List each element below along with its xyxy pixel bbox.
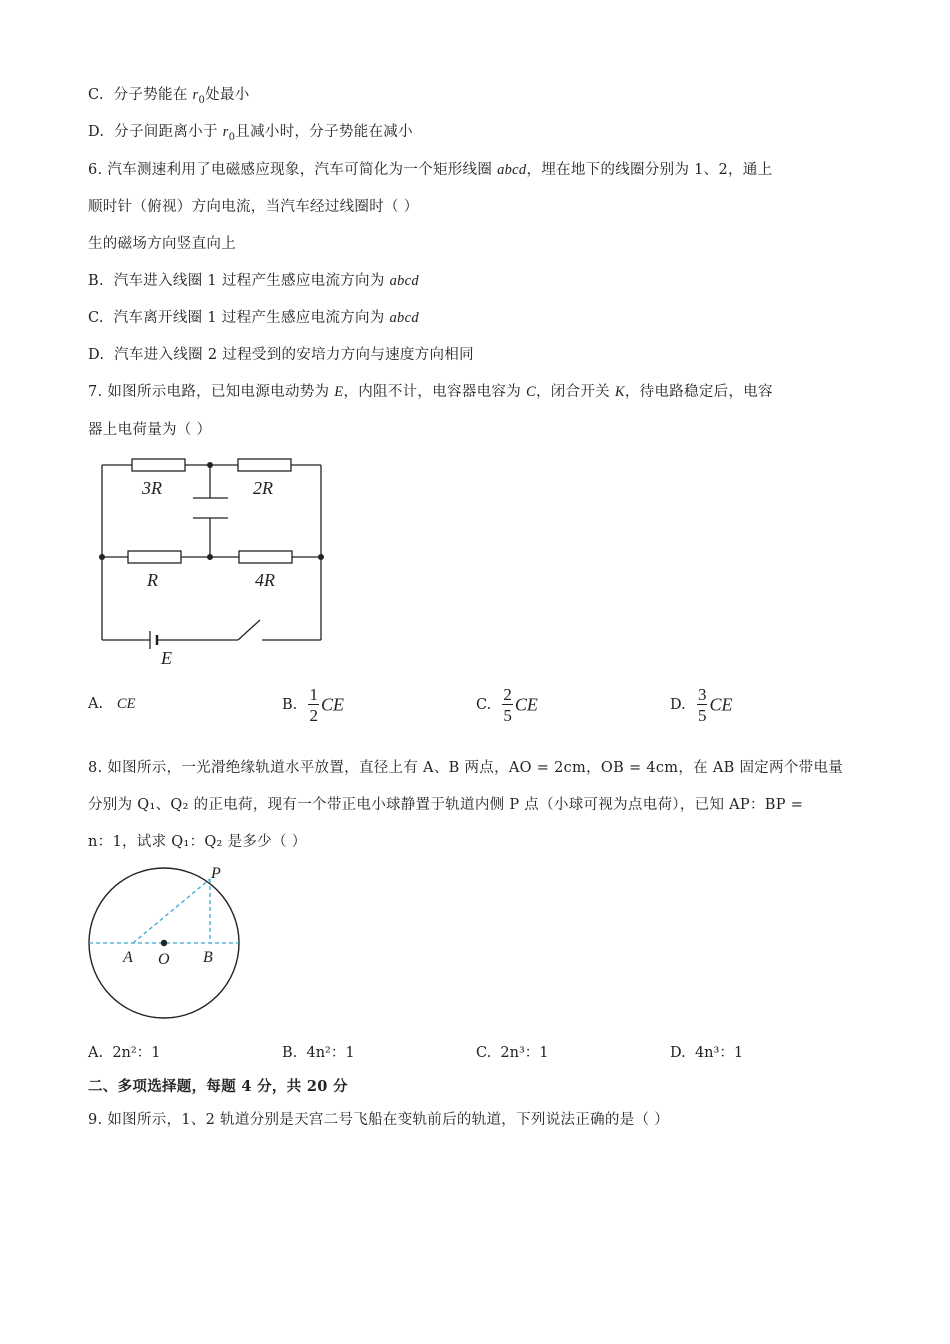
q8-option-a: A. 2n²：1 bbox=[88, 1045, 161, 1061]
q6-option-d: D. 汽车进入线圈 2 过程受到的安培力方向与速度方向相同 bbox=[88, 347, 474, 363]
q7-option-b: B. $\frac{1}{2}$ CE bbox=[282, 685, 344, 725]
q7-circuit-diagram bbox=[90, 450, 340, 672]
label-3r: 3R bbox=[142, 478, 162, 498]
q7-stem-line2: 器上电荷量为（ ） bbox=[88, 422, 212, 438]
line-ap bbox=[133, 879, 210, 943]
label-e: E bbox=[161, 648, 172, 668]
resistor-r bbox=[128, 551, 181, 563]
q8-stem-line2: 分别为 Q₁、Q₂ 的正电荷，现有一个带正电小球静置于轨道内侧 P 点（小球可视为点电荷），已知 AP：BP = bbox=[88, 797, 804, 813]
q6-stem-line2: 顺时针（俯视）方向电流，当汽车经过线圈时（ ） bbox=[88, 199, 419, 215]
q6-stem-line3: 生的磁场方向竖直向上 bbox=[88, 236, 236, 252]
q6-option-b: B. 汽车进入线圈 1 过程产生感应电流方向为 abcd bbox=[88, 273, 419, 289]
q8-stem-line3: n：1，试求 Q₁：Q₂ 是多少（ ） bbox=[88, 834, 307, 850]
label-o: O bbox=[158, 951, 170, 968]
q8-option-b: B. 4n²：1 bbox=[282, 1045, 355, 1061]
q8-track-diagram bbox=[85, 860, 250, 1030]
q8-option-c: C. 2n³：1 bbox=[476, 1045, 549, 1061]
q8-stem-line1: 8. 如图所示，一光滑绝缘轨道水平放置，直径上有 A、B 两点，AO = 2cm，OB = 4cm，在 AB 固定两个带电量 bbox=[88, 760, 844, 776]
q5-option-d: D. 分子间距离小于 $r_0$且减小时，分子势能在减小 bbox=[88, 124, 413, 143]
label-b: B bbox=[203, 949, 213, 966]
q7-option-c: C. $\frac{2}{5}$ CE bbox=[476, 685, 538, 725]
label-2r: 2R bbox=[253, 478, 273, 498]
center-dot bbox=[161, 940, 167, 946]
switch-k bbox=[238, 620, 260, 640]
resistor-4r bbox=[239, 551, 292, 563]
q7-option-a: A. CE bbox=[88, 696, 136, 712]
q6-stem-line1: 6. 汽车测速利用了电磁感应现象，汽车可简化为一个矩形线圈 abcd，埋在地下的线圈分别为 1、2，通上 bbox=[88, 162, 773, 178]
q9-stem-line1: 9. 如图所示，1、2 轨道分别是天宫二号飞船在变轨前后的轨道，下列说法正确的是（ ） bbox=[88, 1112, 670, 1128]
section-title: 二、多项选择题，每题 4 分，共 20 分 bbox=[88, 1078, 348, 1095]
label-4r: 4R bbox=[255, 570, 275, 590]
q5-option-c: C. 分子势能在 $r_0$处最小 bbox=[88, 87, 250, 106]
q8-option-d: D. 4n³：1 bbox=[670, 1045, 744, 1061]
label-p: P bbox=[211, 865, 221, 882]
q6-option-c: C. 汽车离开线圈 1 过程产生感应电流方向为 abcd bbox=[88, 310, 419, 326]
label-a: A bbox=[123, 949, 133, 966]
label-r: R bbox=[147, 570, 158, 590]
q7-option-d: D. $\frac{3}{5}$ CE bbox=[670, 685, 733, 725]
resistor-3r bbox=[132, 459, 185, 471]
resistor-2r bbox=[238, 459, 291, 471]
q7-stem-line1: 7. 如图所示电路，已知电源电动势为 E，内阻不计，电容器电容为 C，闭合开关 K，待电路稳定后，电容 bbox=[88, 384, 773, 400]
